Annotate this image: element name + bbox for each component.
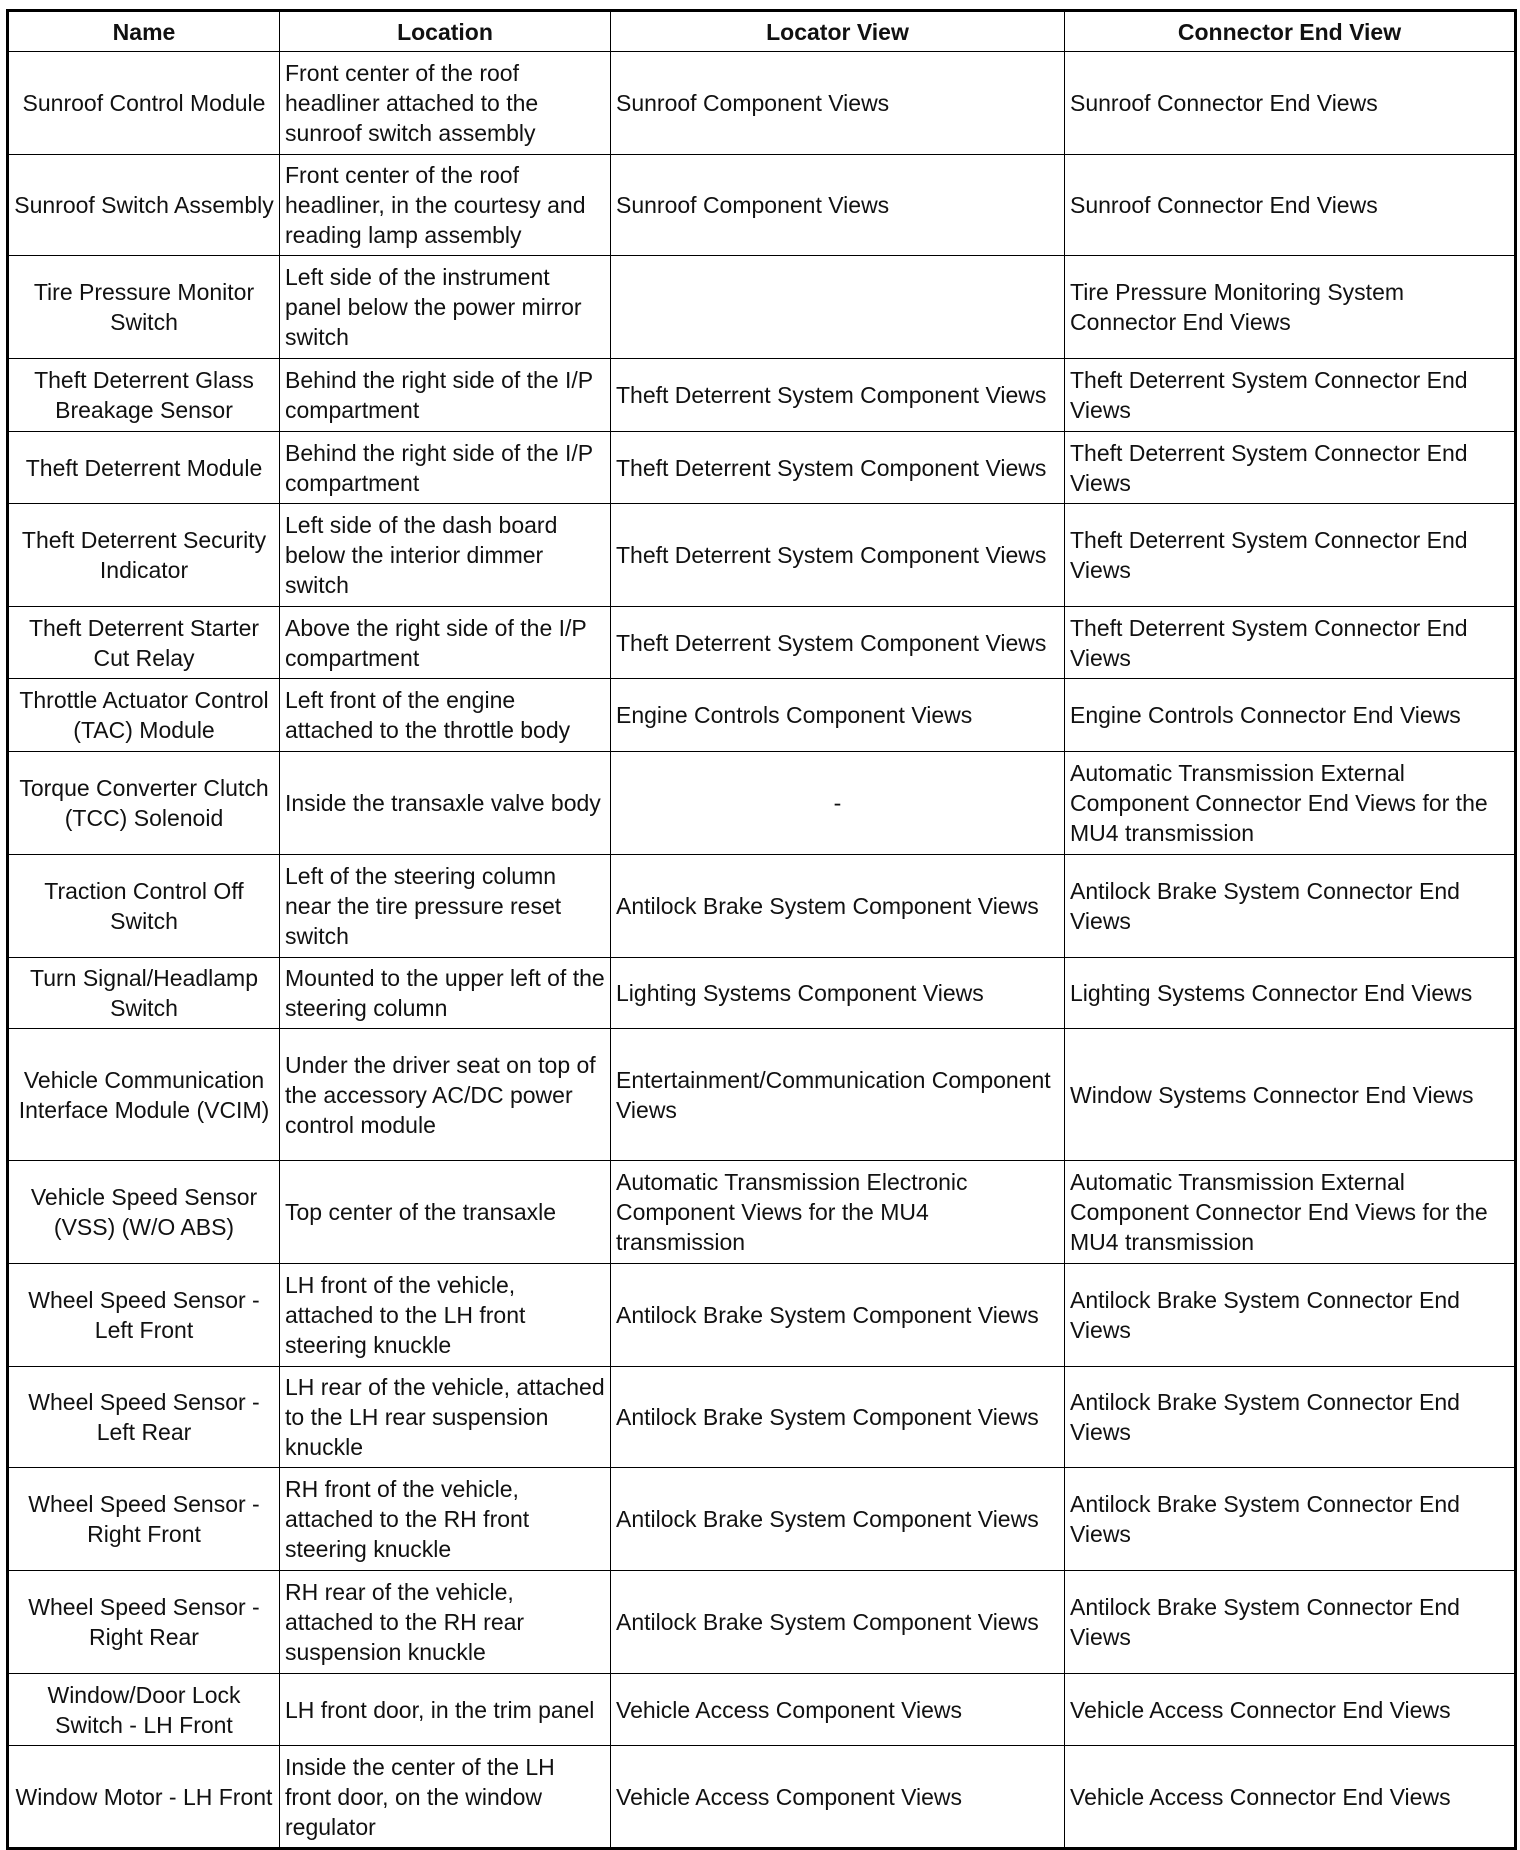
cell-connector-end-view: Antilock Brake System Connector End Views	[1065, 1264, 1516, 1367]
table-row	[8, 1264, 1516, 1367]
cell-name: Wheel Speed Sensor - Right Rear	[8, 1571, 280, 1674]
cell-location: Inside the center of the LH front door, on the window regulator	[280, 1746, 611, 1849]
cell-name: Sunroof Switch Assembly	[8, 155, 280, 256]
cell-locator-view: Theft Deterrent System Component Views	[611, 359, 1065, 432]
cell-connector-end-view: Engine Controls Connector End Views	[1065, 679, 1516, 752]
table-row	[8, 1367, 1516, 1468]
cell-connector-end-view: Theft Deterrent System Connector End Views	[1065, 607, 1516, 679]
cell-connector-end-view: Theft Deterrent System Connector End Views	[1065, 504, 1516, 607]
table-row	[8, 1029, 1516, 1161]
table-row	[8, 359, 1516, 432]
table-row	[8, 855, 1516, 958]
cell-location: LH front door, in the trim panel	[280, 1674, 611, 1746]
cell-location: Behind the right side of the I/P compartment	[280, 359, 611, 432]
cell-locator-view: Theft Deterrent System Component Views	[611, 504, 1065, 607]
cell-name: Window/Door Lock Switch - LH Front	[8, 1674, 280, 1746]
cell-locator-view: Sunroof Component Views	[611, 155, 1065, 256]
component-locator-table	[6, 9, 1517, 1850]
cell-name: Vehicle Communication Interface Module (VCIM)	[8, 1029, 280, 1161]
cell-name: Torque Converter Clutch (TCC) Solenoid	[8, 752, 280, 855]
table-row	[8, 52, 1516, 155]
cell-location: Under the driver seat on top of the accessory AC/DC power control module	[280, 1029, 611, 1161]
header-location: Location	[280, 11, 611, 52]
cell-name: Wheel Speed Sensor - Left Rear	[8, 1367, 280, 1468]
cell-connector-end-view: Sunroof Connector End Views	[1065, 155, 1516, 256]
cell-locator-view: Theft Deterrent System Component Views	[611, 432, 1065, 504]
cell-connector-end-view: Tire Pressure Monitoring System Connector End Views	[1065, 256, 1516, 359]
table-row	[8, 1468, 1516, 1571]
cell-location: RH rear of the vehicle, attached to the RH rear suspension knuckle	[280, 1571, 611, 1674]
cell-location: Left side of the dash board below the interior dimmer switch	[280, 504, 611, 607]
table-row	[8, 504, 1516, 607]
table-row	[8, 958, 1516, 1029]
cell-locator-view: Theft Deterrent System Component Views	[611, 607, 1065, 679]
cell-connector-end-view: Sunroof Connector End Views	[1065, 52, 1516, 155]
cell-name: Theft Deterrent Starter Cut Relay	[8, 607, 280, 679]
cell-connector-end-view: Antilock Brake System Connector End Views	[1065, 1367, 1516, 1468]
cell-name: Traction Control Off Switch	[8, 855, 280, 958]
cell-locator-view: -	[611, 752, 1065, 855]
cell-connector-end-view: Automatic Transmission External Component Connector End Views for the MU4 transmission	[1065, 1161, 1516, 1264]
cell-location: LH front of the vehicle, attached to the LH front steering knuckle	[280, 1264, 611, 1367]
cell-locator-view: Antilock Brake System Component Views	[611, 1264, 1065, 1367]
cell-location: Behind the right side of the I/P compartment	[280, 432, 611, 504]
cell-location: Inside the transaxle valve body	[280, 752, 611, 855]
cell-connector-end-view: Antilock Brake System Connector End Views	[1065, 1571, 1516, 1674]
header-connector-end-view: Connector End View	[1065, 11, 1516, 52]
cell-locator-view	[611, 256, 1065, 359]
cell-name: Sunroof Control Module	[8, 52, 280, 155]
cell-connector-end-view: Antilock Brake System Connector End Views	[1065, 1468, 1516, 1571]
cell-name: Window Motor - LH Front	[8, 1746, 280, 1849]
cell-location: Left side of the instrument panel below the power mirror switch	[280, 256, 611, 359]
cell-locator-view: Engine Controls Component Views	[611, 679, 1065, 752]
cell-name: Wheel Speed Sensor - Right Front	[8, 1468, 280, 1571]
cell-name: Throttle Actuator Control (TAC) Module	[8, 679, 280, 752]
table-row	[8, 1746, 1516, 1849]
cell-locator-view: Antilock Brake System Component Views	[611, 855, 1065, 958]
cell-location: Left of the steering column near the tire pressure reset switch	[280, 855, 611, 958]
cell-name: Wheel Speed Sensor - Left Front	[8, 1264, 280, 1367]
cell-connector-end-view: Theft Deterrent System Connector End Views	[1065, 432, 1516, 504]
table-row	[8, 1161, 1516, 1264]
cell-locator-view: Vehicle Access Component Views	[611, 1674, 1065, 1746]
table-row	[8, 432, 1516, 504]
cell-name: Turn Signal/Headlamp Switch	[8, 958, 280, 1029]
cell-location: LH rear of the vehicle, attached to the LH rear suspension knuckle	[280, 1367, 611, 1468]
cell-locator-view: Antilock Brake System Component Views	[611, 1571, 1065, 1674]
header-name: Name	[8, 11, 280, 52]
cell-connector-end-view: Automatic Transmission External Component Connector End Views for the MU4 transmission	[1065, 752, 1516, 855]
cell-connector-end-view: Vehicle Access Connector End Views	[1065, 1674, 1516, 1746]
cell-locator-view: Sunroof Component Views	[611, 52, 1065, 155]
cell-connector-end-view: Vehicle Access Connector End Views	[1065, 1746, 1516, 1849]
table-row	[8, 1674, 1516, 1746]
cell-name: Theft Deterrent Security Indicator	[8, 504, 280, 607]
table-row	[8, 607, 1516, 679]
cell-connector-end-view: Lighting Systems Connector End Views	[1065, 958, 1516, 1029]
cell-name: Theft Deterrent Glass Breakage Sensor	[8, 359, 280, 432]
cell-locator-view: Vehicle Access Component Views	[611, 1746, 1065, 1849]
cell-location: Top center of the transaxle	[280, 1161, 611, 1264]
cell-connector-end-view: Theft Deterrent System Connector End Views	[1065, 359, 1516, 432]
cell-locator-view: Entertainment/Communication Component Views	[611, 1029, 1065, 1161]
cell-connector-end-view: Window Systems Connector End Views	[1065, 1029, 1516, 1161]
table-row	[8, 155, 1516, 256]
cell-location: RH front of the vehicle, attached to the RH front steering knuckle	[280, 1468, 611, 1571]
table-row	[8, 256, 1516, 359]
cell-name: Theft Deterrent Module	[8, 432, 280, 504]
table-row	[8, 1571, 1516, 1674]
cell-name: Vehicle Speed Sensor (VSS) (W/O ABS)	[8, 1161, 280, 1264]
cell-location: Mounted to the upper left of the steering column	[280, 958, 611, 1029]
header-row	[8, 11, 1516, 52]
table-row	[8, 752, 1516, 855]
cell-connector-end-view: Antilock Brake System Connector End Views	[1065, 855, 1516, 958]
cell-locator-view: Antilock Brake System Component Views	[611, 1367, 1065, 1468]
cell-locator-view: Automatic Transmission Electronic Component Views for the MU4 transmission	[611, 1161, 1065, 1264]
cell-name: Tire Pressure Monitor Switch	[8, 256, 280, 359]
cell-locator-view: Antilock Brake System Component Views	[611, 1468, 1065, 1571]
cell-locator-view: Lighting Systems Component Views	[611, 958, 1065, 1029]
cell-location: Left front of the engine attached to the throttle body	[280, 679, 611, 752]
table-row	[8, 679, 1516, 752]
cell-location: Front center of the roof headliner, in the courtesy and reading lamp assembly	[280, 155, 611, 256]
cell-location: Above the right side of the I/P compartment	[280, 607, 611, 679]
header-locator-view: Locator View	[611, 11, 1065, 52]
cell-location: Front center of the roof headliner attached to the sunroof switch assembly	[280, 52, 611, 155]
